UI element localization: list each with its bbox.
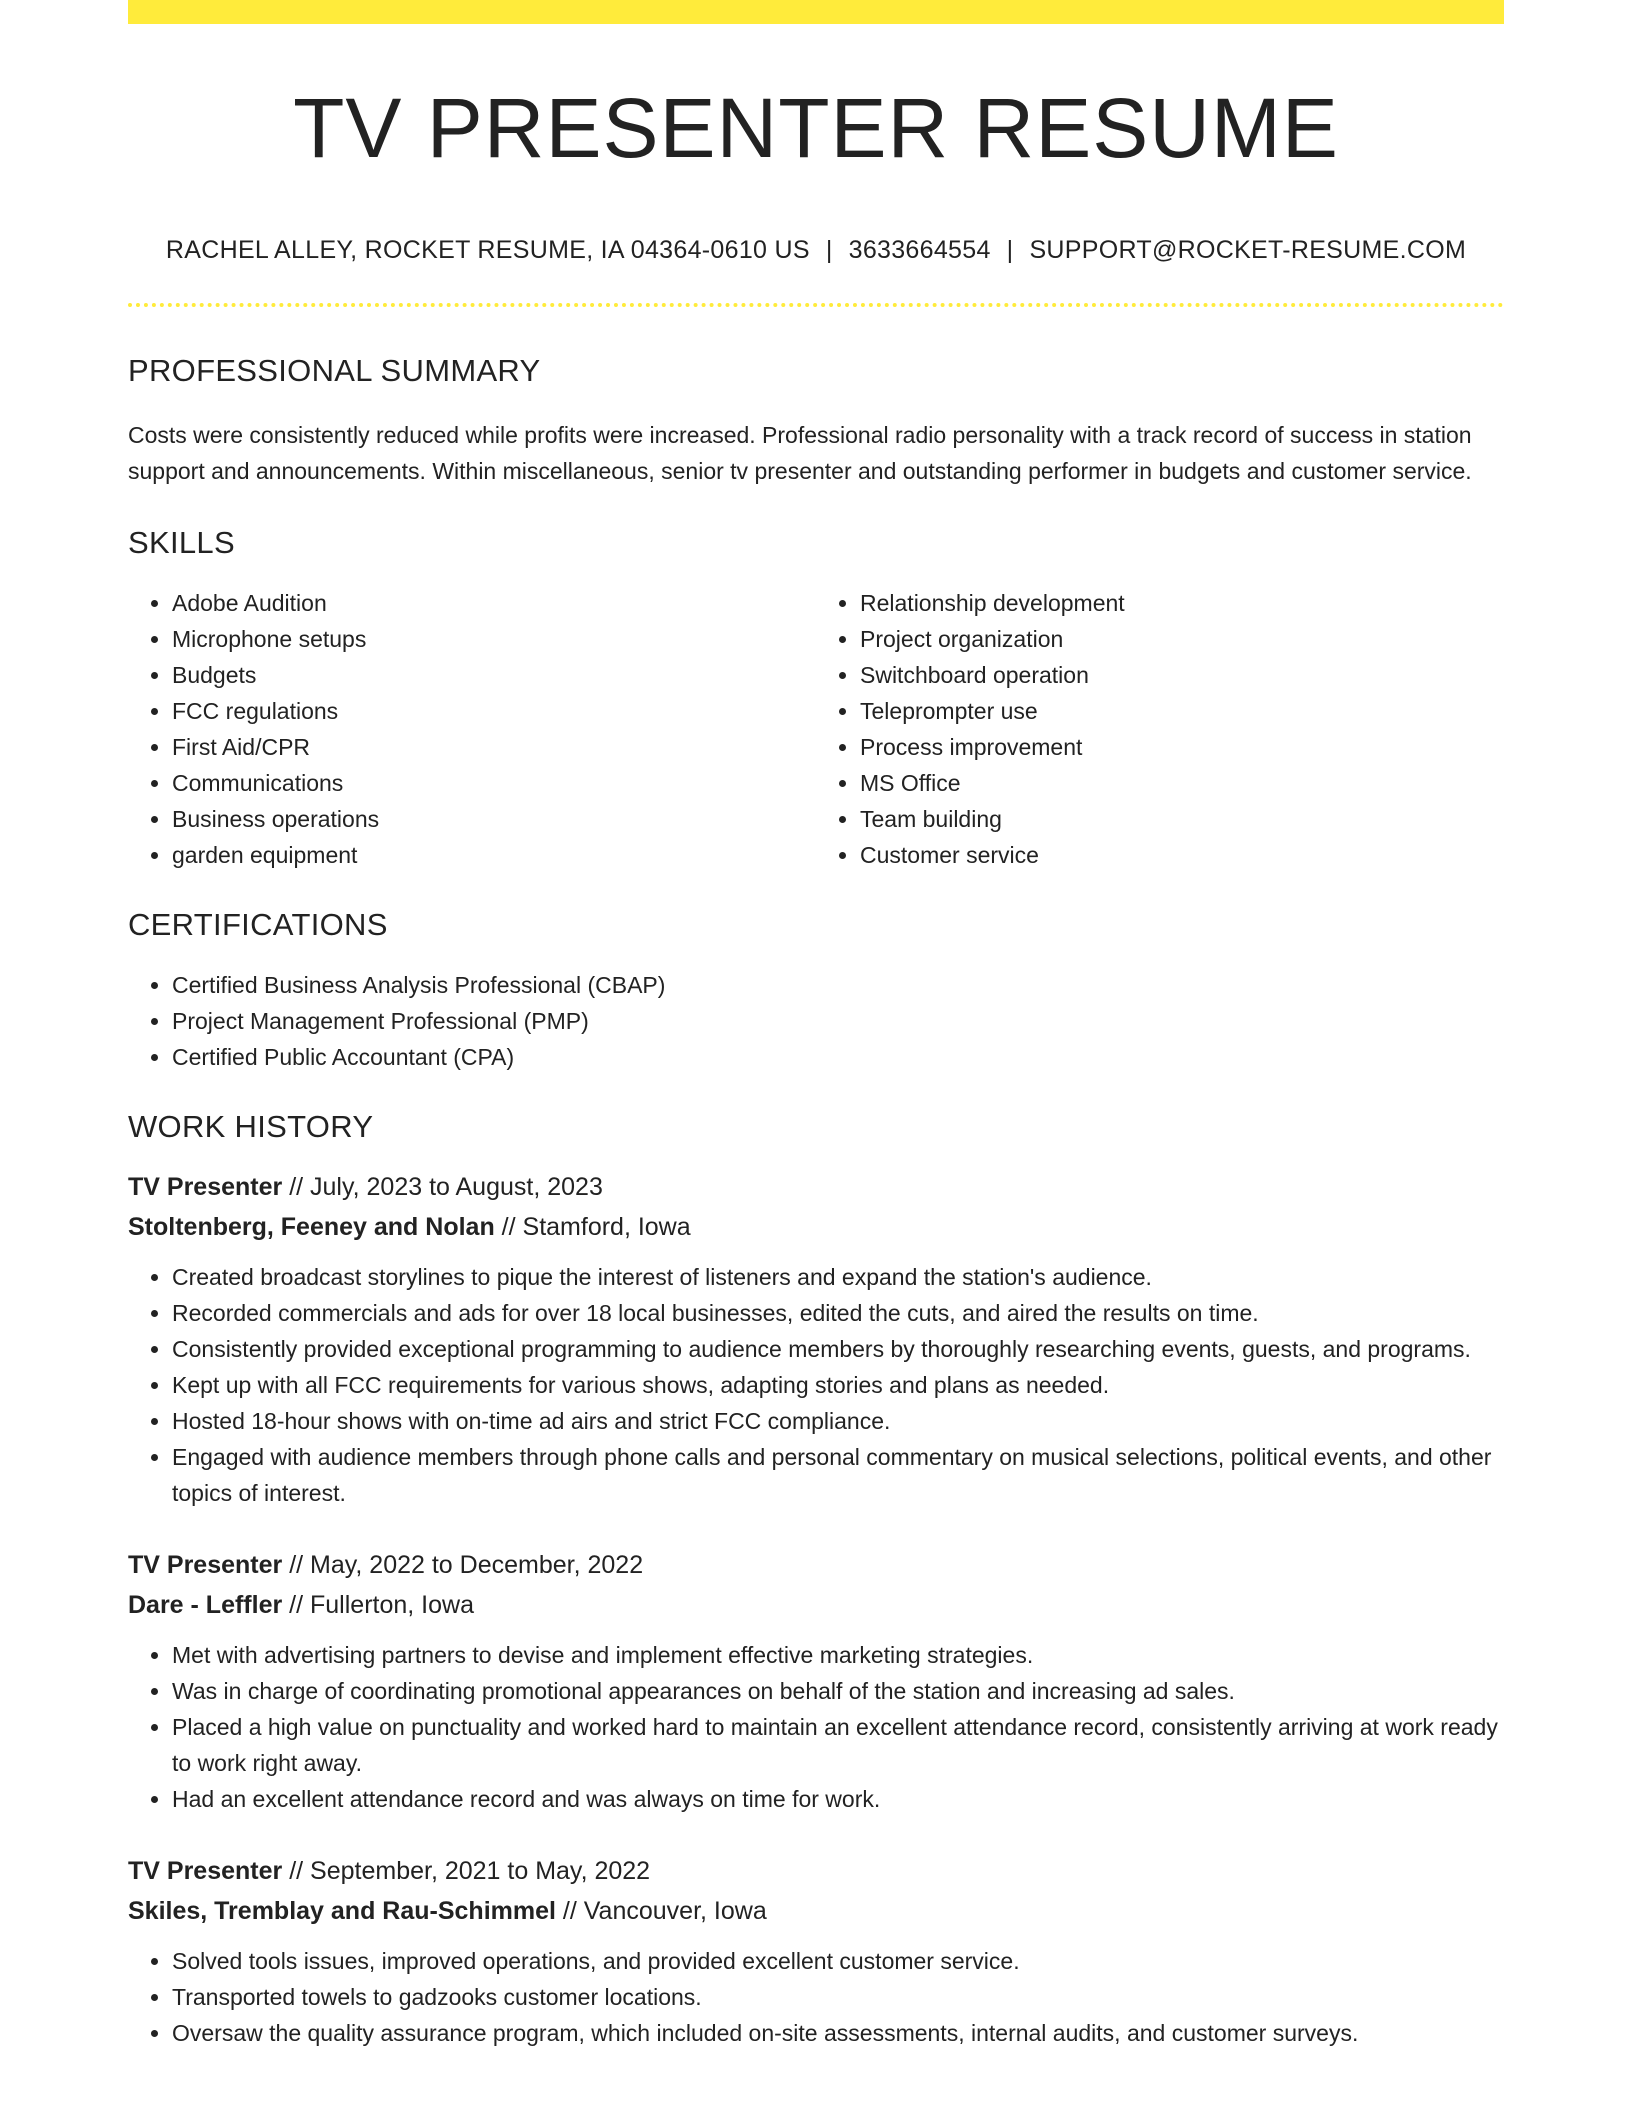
list-item: • Teleprompter use (860, 693, 1504, 729)
list-item: • Created broadcast storylines to pique the interest of listeners and expand the station's audience. (172, 1259, 1504, 1295)
job-company-line (128, 1207, 1504, 1247)
list-item: • FCC regulations (172, 693, 816, 729)
list-item: • Process improvement (860, 729, 1504, 765)
accent-bar (128, 0, 1504, 24)
list-item: • MS Office (860, 765, 1504, 801)
job-title-line (128, 1545, 1504, 1585)
list-item: • Transported towels to gadzooks customer locations. (172, 1979, 1504, 2015)
skills-left-list (128, 585, 816, 873)
work-history-heading: WORK HISTORY (128, 1109, 374, 1145)
list-item: • Hosted 18-hour shows with on-time ad airs and strict FCC compliance. (172, 1403, 1504, 1439)
skills-right-list (816, 585, 1504, 873)
list-item: • Adobe Audition (172, 585, 816, 621)
job-company: Skiles, Tremblay and Rau-Schimmel (128, 1897, 556, 1926)
job-location: // Vancouver, Iowa (555, 1897, 767, 1926)
job-location: // Fullerton, Iowa (282, 1591, 474, 1620)
list-item: • Met with advertising partners to devise and implement effective marketing strategies. (172, 1637, 1504, 1673)
job-role: TV Presenter (128, 1173, 283, 1202)
contact-address: RACHEL ALLEY, ROCKET RESUME, IA 04364-0610 US (165, 236, 810, 265)
job-bullets (128, 1943, 1504, 2051)
list-item: • First Aid/CPR (172, 729, 816, 765)
list-item: • Business operations (172, 801, 816, 837)
job-company: Stoltenberg, Feeney and Nolan (128, 1213, 495, 1242)
certifications-list (128, 967, 1504, 1075)
list-item: • Certified Public Accountant (CPA) (172, 1039, 1504, 1075)
list-item: • Recorded commercials and ads for over 18 local businesses, edited the cuts, and aired the results on time. (172, 1295, 1504, 1331)
page-title: TV PRESENTER RESUME (293, 81, 1339, 175)
list-item: • Placed a high value on punctuality and worked hard to maintain an excellent attendance record, consistently arriving at work ready to work right away. (172, 1709, 1504, 1781)
list-item: • Project Management Professional (PMP) (172, 1003, 1504, 1039)
separator: | (1006, 236, 1014, 265)
job-bullets (128, 1637, 1504, 1817)
job-dates: // September, 2021 to May, 2022 (282, 1857, 651, 1886)
resume-page (128, 0, 1504, 2051)
job-company-line (128, 1585, 1504, 1625)
list-item: • Team building (860, 801, 1504, 837)
list-item: • Relationship development (860, 585, 1504, 621)
list-item: • Oversaw the quality assurance program, which included on-site assessments, internal audits, and customer surveys. (172, 2015, 1504, 2051)
skills-columns (128, 585, 1504, 873)
job-dates: // July, 2023 to August, 2023 (282, 1173, 603, 1202)
separator: | (825, 236, 833, 265)
list-item: • Consistently provided exceptional programming to audience members by thoroughly researching events, guests, and programs. (172, 1331, 1504, 1367)
dotted-divider (128, 303, 1504, 307)
certifications-heading: CERTIFICATIONS (128, 907, 388, 943)
job-bullets (128, 1259, 1504, 1511)
contact-phone: 3633664554 (848, 236, 991, 265)
job-dates: // May, 2022 to December, 2022 (282, 1551, 644, 1580)
job-entry (128, 1167, 1504, 1511)
list-item: • Was in charge of coordinating promotional appearances on behalf of the station and increasing ad sales. (172, 1673, 1504, 1709)
summary-heading: PROFESSIONAL SUMMARY (128, 353, 541, 389)
job-title-line (128, 1851, 1504, 1891)
job-entry (128, 1545, 1504, 1817)
job-entry (128, 1851, 1504, 2051)
list-item: • Solved tools issues, improved operations, and provided excellent customer service. (172, 1943, 1504, 1979)
job-company: Dare - Leffler (128, 1591, 283, 1620)
job-location: // Stamford, Iowa (494, 1213, 691, 1242)
summary-text: Costs were consistently reduced while profits were increased. Professional radio personality with a track record of success in station support and announcements. Within miscellaneous, senior tv presenter and outstanding performer in budgets and customer service. (128, 422, 1472, 485)
contact-email: SUPPORT@ROCKET-RESUME.COM (1029, 236, 1467, 265)
skills-heading: SKILLS (128, 525, 235, 561)
list-item: • Certified Business Analysis Professional (CBAP) (172, 967, 1504, 1003)
list-item: • Switchboard operation (860, 657, 1504, 693)
job-company-line (128, 1891, 1504, 1931)
list-item: • Communications (172, 765, 816, 801)
list-item: • Engaged with audience members through phone calls and personal commentary on musical selections, political events, and other topics of interest. (172, 1439, 1504, 1511)
list-item: • Microphone setups (172, 621, 816, 657)
list-item: • Customer service (860, 837, 1504, 873)
list-item: • Had an excellent attendance record and was always on time for work. (172, 1781, 1504, 1817)
job-title-line (128, 1167, 1504, 1207)
list-item: • Project organization (860, 621, 1504, 657)
job-role: TV Presenter (128, 1551, 283, 1580)
list-item: • Kept up with all FCC requirements for various shows, adapting stories and plans as needed. (172, 1367, 1504, 1403)
list-item: • garden equipment (172, 837, 816, 873)
job-role: TV Presenter (128, 1857, 283, 1886)
list-item: • Budgets (172, 657, 816, 693)
contact-line (128, 236, 1504, 265)
